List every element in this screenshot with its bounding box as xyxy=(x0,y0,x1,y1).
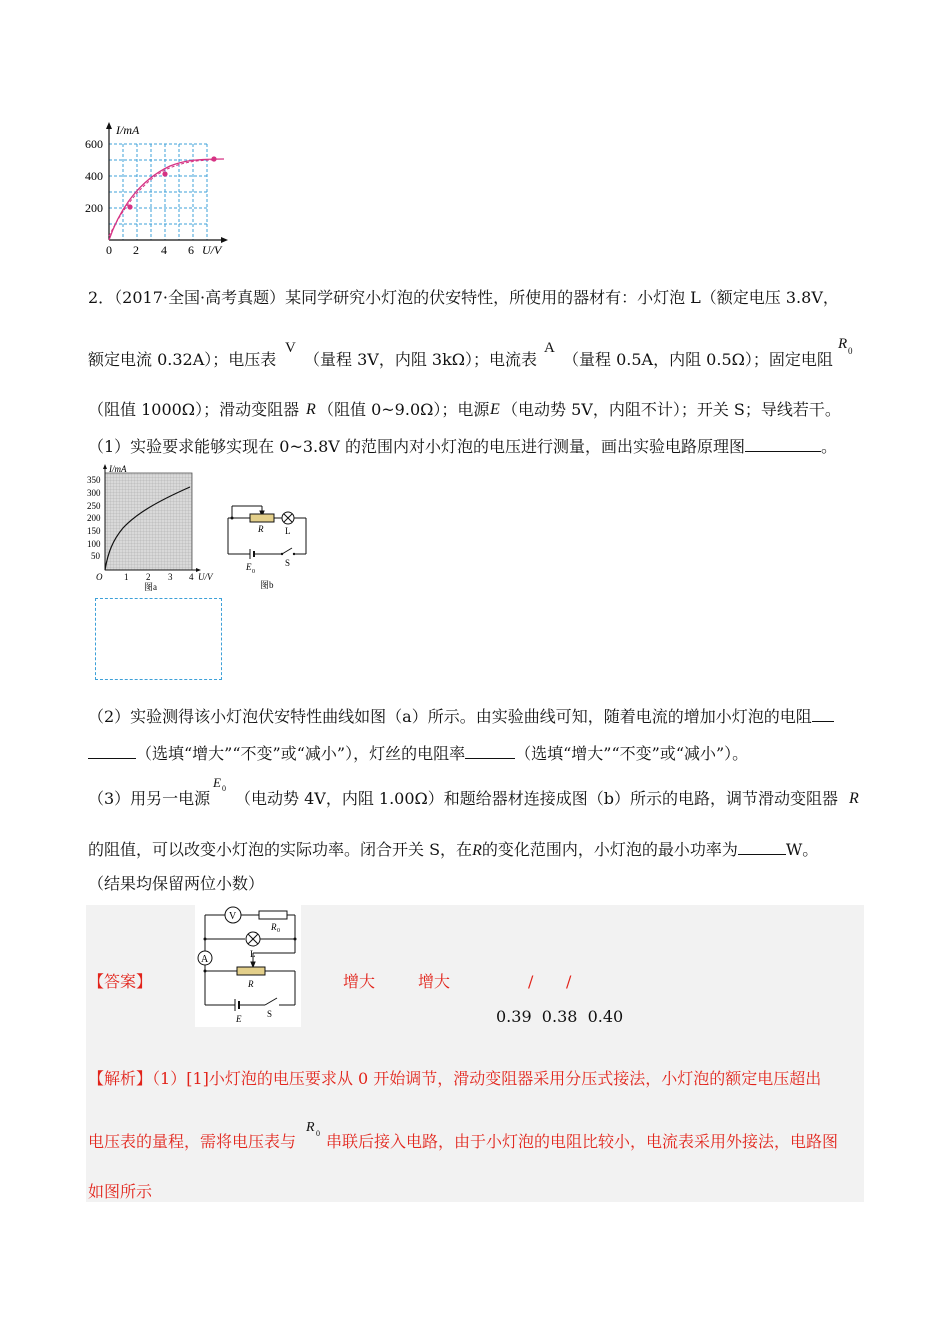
iu-curve-dashed xyxy=(109,160,215,236)
y-tick: 200 xyxy=(85,201,103,215)
answer-blank[interactable] xyxy=(745,437,821,452)
fig-b-label-S: S xyxy=(285,558,291,568)
ans-circuit-V: V xyxy=(229,911,237,922)
fig-b-caption: 图b xyxy=(260,580,274,590)
fig-a-x-tick: 2 xyxy=(146,572,151,582)
ans-circuit-R: R xyxy=(248,979,254,989)
voltmeter-symbol: V xyxy=(285,340,296,356)
q2-line2b: （量程 3V，内阻 3kΩ）；电流表 xyxy=(304,350,538,369)
answer-blank[interactable] xyxy=(88,744,136,759)
fig-a-y-tick: 300 xyxy=(87,488,101,498)
answer-tag: 【答案】 xyxy=(88,972,153,991)
fig-a-caption: 图a xyxy=(144,582,157,592)
ans-circuit-L: L xyxy=(250,949,256,959)
fig-b-label-E0-sub: 0 xyxy=(252,569,255,575)
rheostat-symbol-2: R xyxy=(849,790,859,807)
fig-a-y-tick: 250 xyxy=(87,501,101,511)
y-tick: 400 xyxy=(85,169,103,183)
fig-a-origin: O xyxy=(96,572,103,582)
drawing-answer-box[interactable] xyxy=(95,598,222,680)
q2-line3a: （阻值 1000Ω）；滑动变阻器 xyxy=(88,400,300,419)
ammeter-symbol: A xyxy=(544,340,555,356)
data-point xyxy=(211,156,216,161)
fig-a-x-tick: 3 xyxy=(168,572,173,582)
x-axis-label: U/V xyxy=(202,243,222,257)
top-iu-graph xyxy=(80,118,230,258)
ans-circuit-S: S xyxy=(267,1009,273,1019)
q2-part1: （1）实验要求能够实现在 0~3.8V 的范围内对小灯泡的电压进行测量，画出实验电路原理图 。 xyxy=(88,437,837,456)
x-tick: 4 xyxy=(161,243,167,257)
q2-part3b: （电动势 4V，内阻 1.00Ω）和题给器材连接成图（b）所示的电路，调节滑动变阻器 xyxy=(235,789,839,808)
answer-blank[interactable] xyxy=(812,707,834,722)
answer-slash-2: / xyxy=(566,972,572,991)
answer-slash-1: / xyxy=(528,972,534,991)
x-tick: 6 xyxy=(188,243,194,257)
answer-3: 增大 xyxy=(418,972,451,991)
figure-b-circuit xyxy=(222,496,314,594)
y-axis-label: I/mA xyxy=(116,123,140,137)
fig-b-label-R: R xyxy=(258,524,264,534)
q2-part3c: 的阻值，可以改变小灯泡的实际功率。闭合开关 S，在R的变化范围内，小灯泡的最小功率为 W。 xyxy=(88,840,819,859)
fig-a-x-label: U/V xyxy=(198,572,213,582)
ans-circuit-E: E xyxy=(236,1014,242,1024)
emf-symbol: E xyxy=(490,401,500,418)
analysis-line2b: 串联后接入电路，由于小灯泡的电阻比较小，电流表采用外接法，电路图 xyxy=(326,1132,839,1151)
analysis-line1: 【解析】（1）[1]小灯泡的电压要求从 0 开始调节，滑动变阻器采用分压式接法，小灯泡的额定电压超出 xyxy=(88,1069,822,1088)
answer-values: 0.39 0.38 0.40 xyxy=(496,1007,624,1026)
fig-a-y-tick: 350 xyxy=(87,475,101,485)
q2-part2b: （选填“增大”“不变”或“减小”），灯丝的电阻率 （选填“增大”“不变”或“减小”）。 xyxy=(88,744,748,762)
ans-circuit-R0-sub: 0 xyxy=(277,928,280,934)
ans-circuit-A: A xyxy=(201,954,209,965)
e0-symbol: E xyxy=(213,775,221,790)
fig-b-label-L: L xyxy=(285,526,291,536)
q2-line3c: （电动势 5V，内阻不计）；开关 S；导线若干。 xyxy=(502,400,841,419)
answer-circuit xyxy=(195,905,301,1027)
fig-a-y-tick: 150 xyxy=(87,526,101,536)
x-tick: 0 xyxy=(106,243,112,257)
ans-circuit-R0: R xyxy=(271,922,277,932)
analysis-line2a: 电压表的量程，需将电压表与 xyxy=(88,1132,297,1151)
fig-a-y-label: I/mA xyxy=(109,464,127,474)
q2-line2c: （量程 0.5A，内阻 0.5Ω）；固定电阻 xyxy=(563,350,833,369)
data-point xyxy=(162,171,167,176)
q2-part3a: （3）用另一电源 xyxy=(88,789,211,808)
answer-2: 增大 xyxy=(343,972,376,991)
fig-a-x-tick: 1 xyxy=(124,572,129,582)
fig-a-y-tick: 50 xyxy=(91,551,100,561)
fig-b-label-E0: E xyxy=(246,562,252,572)
answer-blank[interactable] xyxy=(738,840,786,855)
analysis-r0-sub: 0 xyxy=(316,1129,320,1138)
q2-note: （结果均保留两位小数） xyxy=(88,874,265,893)
figure-a-graph xyxy=(86,462,216,592)
analysis-r0-symbol: R xyxy=(306,1120,315,1135)
fig-a-x-tick: 4 xyxy=(189,572,194,582)
fig-a-y-tick: 200 xyxy=(87,513,101,523)
q2-part2a: （2）实验测得该小灯泡伏安特性曲线如图（a）所示。由实验曲线可知，随着电流的增加小灯泡的电阻 xyxy=(88,707,834,725)
e0-subscript: 0 xyxy=(222,784,226,793)
q2-line2a: 额定电流 0.32A）；电压表 xyxy=(88,350,277,369)
y-tick: 600 xyxy=(85,137,103,151)
x-tick: 2 xyxy=(133,243,139,257)
rheostat-symbol: R xyxy=(306,401,316,418)
fig-a-y-tick: 100 xyxy=(87,539,101,549)
r0-subscript: 0 xyxy=(848,346,853,356)
q2-line3b: （阻值 0~9.0Ω）；电源 xyxy=(318,400,490,419)
answer-blank[interactable] xyxy=(465,744,515,759)
q2-line1: 2．（2017·全国·高考真题）某同学研究小灯泡的伏安特性，所使用的器材有：小灯泡 L（额定电压 3.8V， xyxy=(88,288,839,307)
analysis-line3: 如图所示 xyxy=(88,1182,153,1201)
data-point xyxy=(127,204,132,209)
r0-symbol: R xyxy=(838,336,848,352)
